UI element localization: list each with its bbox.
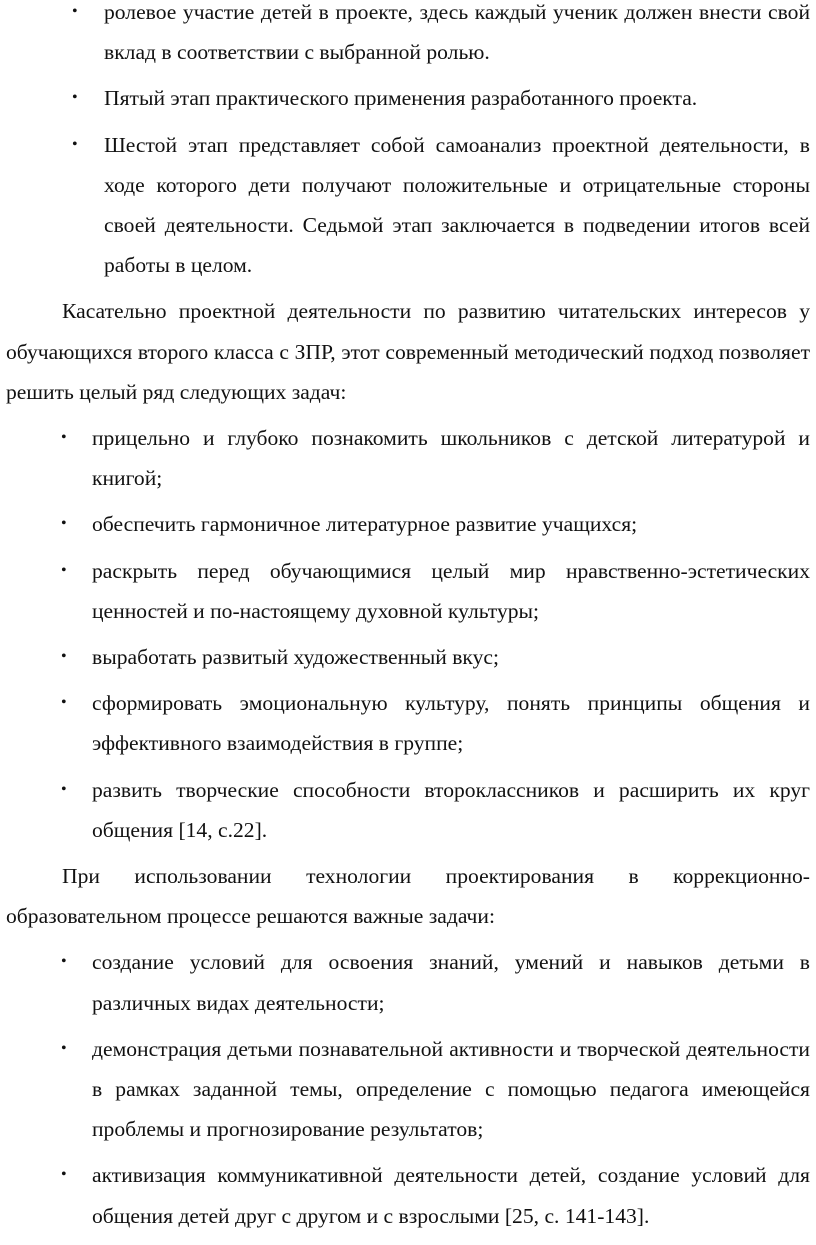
list-item bbox=[6, 942, 810, 1022]
list-item-text: демонстрация детьми познавательной активности и творческой деятельности в рамках заданной темы, определение с помощью педагога имеющейся проблемы и прогнозирование результатов; bbox=[92, 1036, 810, 1142]
bullet-icon: • bbox=[61, 561, 67, 579]
bullet-icon: • bbox=[61, 648, 67, 666]
bullet-icon: • bbox=[61, 694, 67, 712]
bullet-icon: • bbox=[61, 1039, 67, 1057]
list-item bbox=[6, 0, 810, 72]
list-item-text: обеспечить гармоничное литературное развитие учащихся; bbox=[92, 512, 638, 537]
list-item-text: Пятый этап практического применения разработанного проекта. bbox=[104, 86, 698, 111]
list-item bbox=[6, 418, 810, 498]
tasks-list bbox=[6, 418, 810, 850]
list-item bbox=[6, 125, 810, 286]
list-item bbox=[6, 1029, 810, 1150]
bullet-icon: • bbox=[72, 89, 78, 107]
list-item bbox=[6, 770, 810, 850]
list-item bbox=[6, 78, 810, 118]
list-item bbox=[6, 504, 810, 544]
list-item-text: активизация коммуникативной деятельности детей, создание условий для общения детей друг с другом и с взрослыми [25, с. 141-143]. bbox=[92, 1163, 810, 1228]
list-item-text: выработать развитый художественный вкус; bbox=[92, 645, 499, 670]
list-item-text: ролевое участие детей в проекте, здесь каждый ученик должен внести свой вклад в соответствии с выбранной ролью. bbox=[104, 0, 810, 65]
paragraph: Касательно проектной деятельности по развитию читательских интересов у обучающихся второго класса с ЗПР, этот современный методический подход позволяет решить целый ряд следующих задач: bbox=[6, 299, 810, 404]
list-item-text: развить творческие способности второклассников и расширить их круг общения [14, с.22]. bbox=[92, 777, 810, 842]
bullet-icon: • bbox=[61, 953, 67, 971]
paragraph: При использовании технологии проектирования в коррекционно-образовательном процессе решаются важные задачи: bbox=[6, 864, 810, 929]
list-item bbox=[6, 637, 810, 677]
bullet-icon: • bbox=[61, 429, 67, 447]
bullet-icon: • bbox=[61, 1166, 67, 1184]
list-item-text: раскрыть перед обучающимися целый мир нравственно-эстетических ценностей и по-настоящему духовной культуры; bbox=[92, 558, 810, 623]
list-item-text: сформировать эмоциональную культуру, понять принципы общения и эффективного взаимодействия в группе; bbox=[92, 691, 810, 756]
bullet-icon: • bbox=[72, 135, 78, 153]
list-item-text: создание условий для освоения знаний, умений и навыков детьми в различных видах деятельности; bbox=[92, 950, 810, 1015]
list-item-text: прицельно и глубоко познакомить школьников с детской литературой и книгой; bbox=[92, 426, 810, 491]
list-item-text: Шестой этап представляет собой самоанализ проектной деятельности, в ходе которого дети получают положительные и отрицательные стороны своей деятельности. Седьмой этап заключается в подведении итогов всей работы в целом. bbox=[104, 132, 810, 278]
list-item bbox=[6, 551, 810, 631]
bullet-icon: • bbox=[61, 515, 67, 533]
list-item bbox=[6, 683, 810, 763]
list-item bbox=[6, 1155, 810, 1235]
stage-list bbox=[6, 0, 810, 285]
bullet-icon: • bbox=[72, 3, 78, 20]
correction-tasks-list bbox=[6, 942, 810, 1235]
bullet-icon: • bbox=[61, 780, 67, 798]
